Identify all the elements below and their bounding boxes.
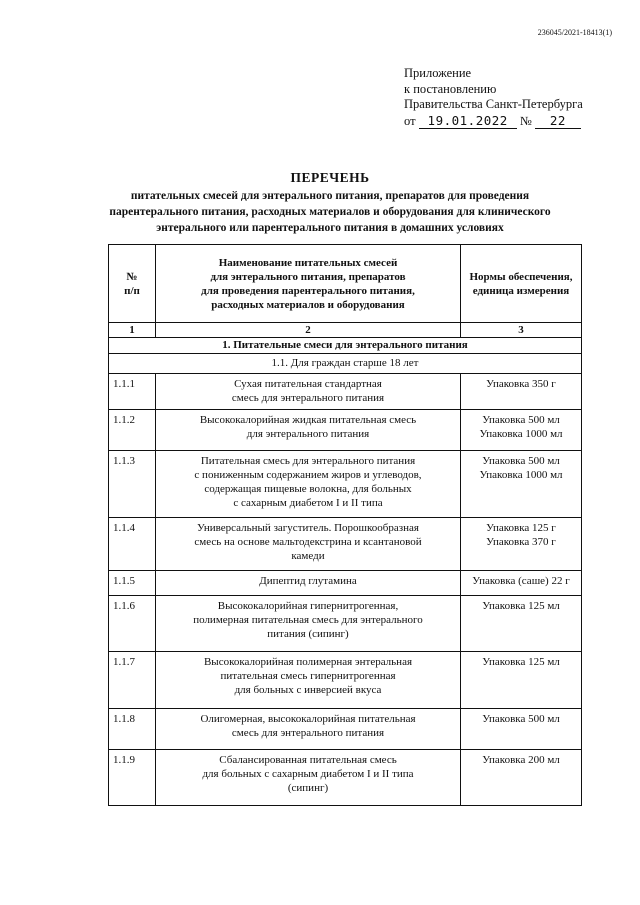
appendix-block: [404, 66, 583, 129]
table-row: [109, 451, 582, 518]
row-number: 1.1.3: [109, 451, 156, 518]
row-name: Высококалорийная полимерная энтеральная питательная смесь гипернитрогенная для больных с инверсией вкуса: [156, 652, 461, 709]
number-label: №: [519, 113, 532, 128]
row-name: Высококалорийная жидкая питательная смесь для энтерального питания: [156, 410, 461, 451]
products-table: [108, 244, 582, 806]
column-number: 1: [109, 323, 156, 338]
document-title: [60, 170, 600, 236]
decree-number: 22: [535, 113, 581, 130]
row-norm: Упаковка 350 г: [461, 374, 582, 410]
subsection-row: [109, 354, 582, 374]
subsection-title: 1.1. Для граждан старше 18 лет: [109, 354, 582, 374]
appendix-date-line: [404, 113, 583, 130]
header-name: Наименование питательных смесей для энтерального питания, препаратов для проведения парентерального питания, расходных материалов и оборудования: [156, 245, 461, 323]
row-norm: Упаковка (саше) 22 г: [461, 571, 582, 596]
row-number: 1.1.4: [109, 518, 156, 571]
row-norm: Упаковка 125 г Упаковка 370 г: [461, 518, 582, 571]
table-row: [109, 518, 582, 571]
row-norm: Упаковка 200 мл: [461, 750, 582, 806]
title-line-1: питательных смесей для энтерального питания, препаратов для проведения: [130, 190, 530, 202]
title-line-2: парентерального питания, расходных материалов и оборудования для клинического: [109, 206, 551, 218]
header-norm: Нормы обеспечения, единица измерения: [461, 245, 582, 323]
row-number: 1.1.6: [109, 596, 156, 652]
row-name: Олигомерная, высококалорийная питательная смесь для энтерального питания: [156, 709, 461, 750]
row-name: Сухая питательная стандартная смесь для энтерального питания: [156, 374, 461, 410]
table-row: [109, 571, 582, 596]
row-name: Сбалансированная питательная смесь для больных с сахарным диабетом I и II типа (сипинг): [156, 750, 461, 806]
decree-date: 19.01.2022: [419, 113, 517, 130]
column-number-row: [109, 323, 582, 338]
row-number: 1.1.5: [109, 571, 156, 596]
appendix-line-3: Правительства Санкт-Петербурга: [404, 97, 583, 111]
title-line-3: энтерального или парентерального питания в домашних условиях: [156, 222, 504, 234]
row-norm: Упаковка 125 мл: [461, 596, 582, 652]
row-name: Дипептид глутамина: [156, 571, 461, 596]
row-number: 1.1.1: [109, 374, 156, 410]
row-number: 1.1.7: [109, 652, 156, 709]
row-norm: Упаковка 500 мл: [461, 709, 582, 750]
section-row: [109, 338, 582, 354]
row-norm: Упаковка 500 мл Упаковка 1000 мл: [461, 451, 582, 518]
section-title: 1. Питательные смеси для энтерального питания: [109, 338, 582, 354]
from-label: от: [404, 113, 416, 128]
table-row: [109, 750, 582, 806]
document-id: 236045/2021-18413(1): [537, 28, 612, 37]
row-name: Высококалорийная гипернитрогенная, полимерная питательная смесь для энтерального питания (сипинг): [156, 596, 461, 652]
header-number: № п/п: [109, 245, 156, 323]
row-number: 1.1.8: [109, 709, 156, 750]
table-row: [109, 652, 582, 709]
row-norm: Упаковка 500 мл Упаковка 1000 мл: [461, 410, 582, 451]
appendix-line-2: к постановлению: [404, 81, 497, 96]
column-number: 3: [461, 323, 582, 338]
column-number: 2: [156, 323, 461, 338]
table-row: [109, 596, 582, 652]
table-header-row: [109, 245, 582, 323]
row-name: Универсальный загуститель. Порошкообразная смесь на основе мальтодекстрина и ксантановой камеди: [156, 518, 461, 571]
row-norm: Упаковка 125 мл: [461, 652, 582, 709]
title-heading: ПЕРЕЧЕНЬ: [290, 170, 370, 185]
row-number: 1.1.9: [109, 750, 156, 806]
table-row: [109, 410, 582, 451]
row-name: Питательная смесь для энтерального питания с пониженным содержанием жиров и углеводов, содержащая пищевые волокна, для больных с сахарным диабетом I и II типа: [156, 451, 461, 518]
row-number: 1.1.2: [109, 410, 156, 451]
appendix-line-1: Приложение: [404, 66, 472, 80]
table-row: [109, 709, 582, 750]
table-row: [109, 374, 582, 410]
